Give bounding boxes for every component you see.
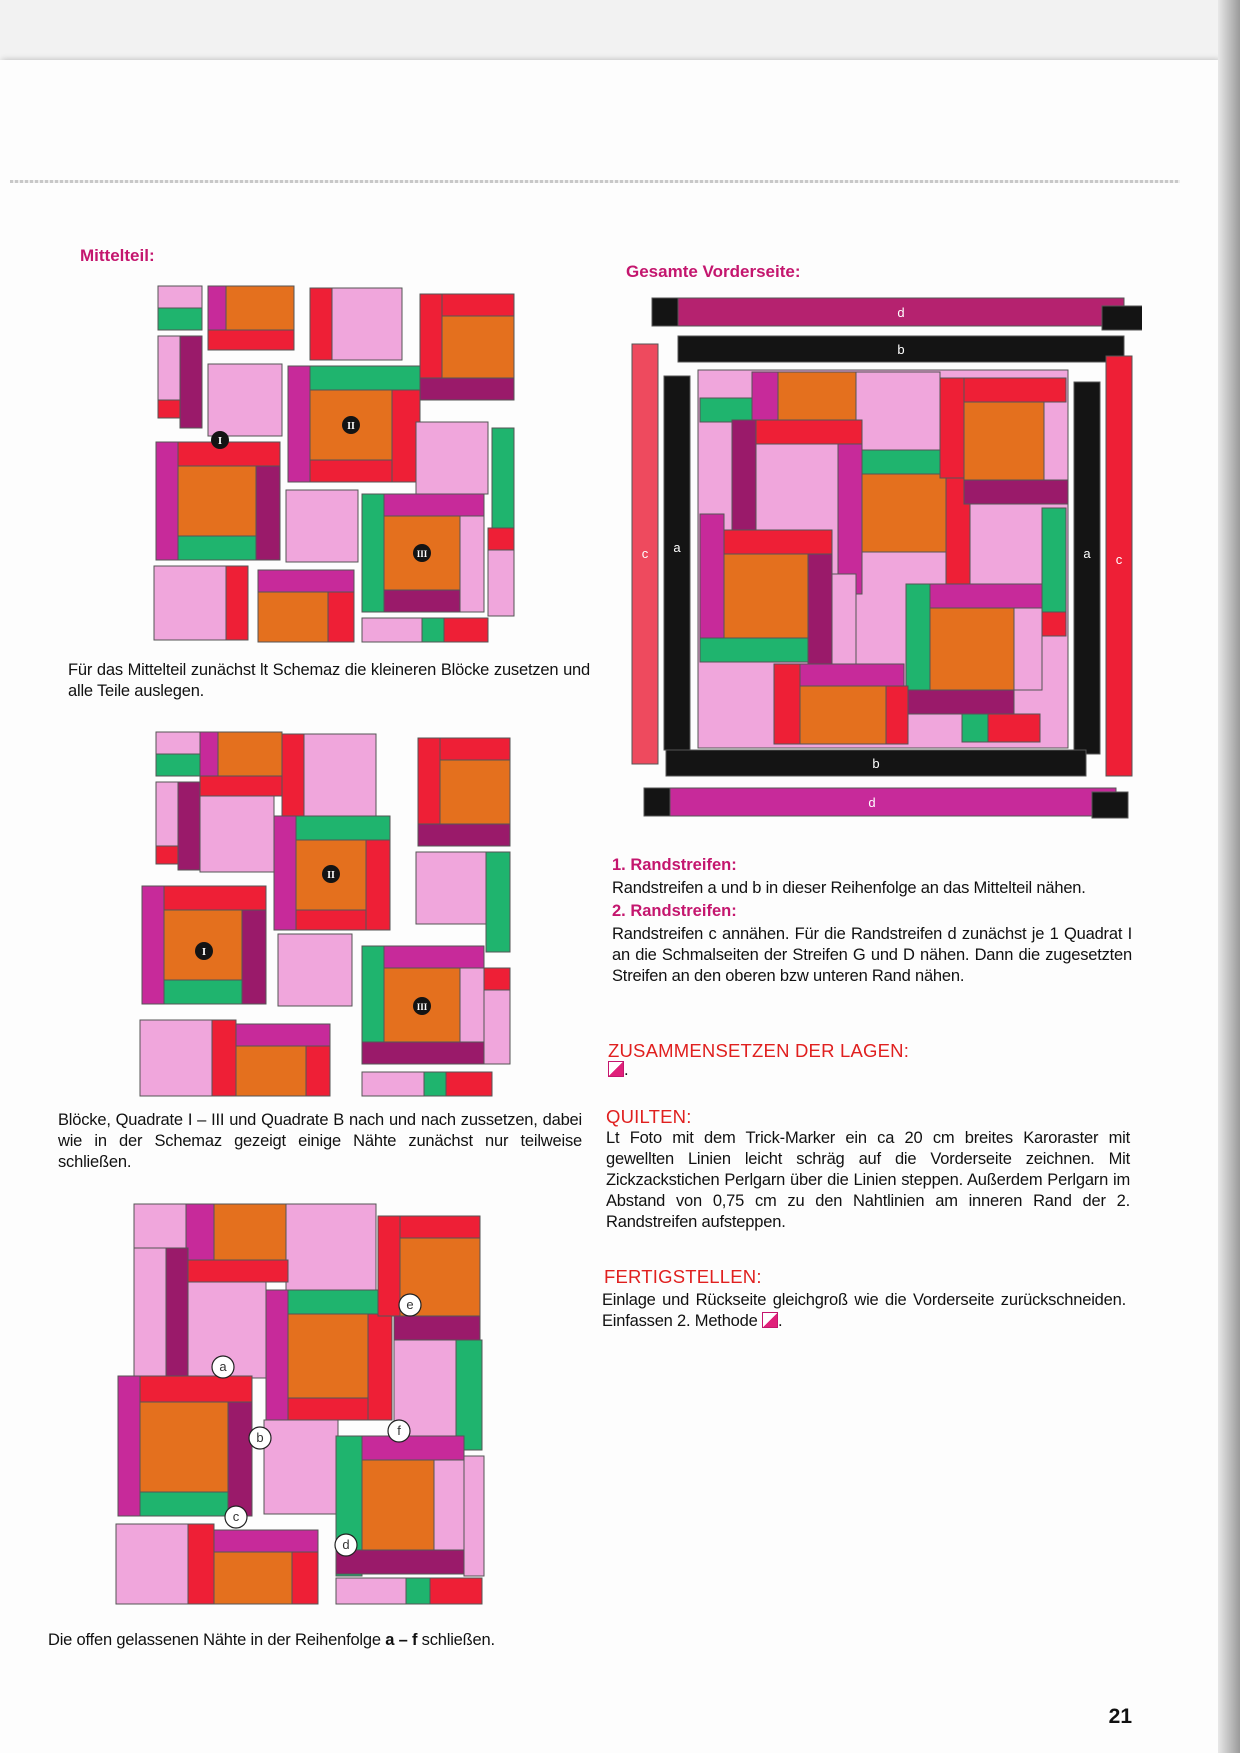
page-number: 21: [1108, 1705, 1132, 1728]
fertigstellen-text-main: Einlage und Rückseite gleichgroß wie die Vorderseite zurückschneiden. Einfassen 2. Methode: [602, 1291, 1126, 1330]
block-label-III: III: [416, 549, 428, 559]
method-ref-icon-2: [762, 1312, 778, 1328]
seam-label-a: a: [219, 1359, 227, 1374]
seam-label-f: f: [397, 1423, 401, 1438]
seam-order-diagram: [114, 1200, 534, 1610]
border-label-c-left: c: [641, 546, 649, 561]
border-label-a-right: a: [1083, 546, 1091, 561]
border-label-b-top: b: [897, 342, 905, 357]
block-label-II-fig2: II: [327, 870, 335, 881]
border-label-b-bottom: b: [872, 756, 880, 771]
border-label-d-bottom: d: [868, 795, 876, 810]
zusammensetzen-title: ZUSAMMENSETZEN DER LAGEN:: [608, 1040, 910, 1061]
blocks-assembly-diagram: [138, 728, 518, 1100]
rand1-text: Randstreifen a und b in dieser Reihenfolge an das Mittelteil nähen.: [612, 879, 1086, 897]
quilten-text: Lt Foto mit dem Trick-Marker ein ca 20 cm breites Karoraster mit gewellten Linien leicht schräg auf die Vorderseite zeichnen. Mit Zickzackstichen Perlgarn über die Linien steppen. Außerdem Perlgarn im Abstand von 0,75 cm zu den Nahtlinien am inneren Rand der 2. Randstreifen aufsteppen.: [606, 1129, 1130, 1231]
seam-label-d: d: [342, 1537, 350, 1552]
rand1-title: 1. Randstreifen:: [612, 856, 737, 874]
block-label-I: I: [217, 435, 223, 447]
caption-3: [48, 1630, 608, 1651]
caption-3-bold: a – f: [385, 1631, 418, 1649]
rand2-title: 2. Randstreifen:: [612, 902, 737, 920]
header-rule: [10, 180, 1180, 183]
block-label-III-fig2: III: [416, 1002, 428, 1012]
fertigstellen-text: [602, 1290, 1126, 1332]
quilten-title: QUILTEN:: [606, 1106, 692, 1127]
fertigstellen-text-end: .: [778, 1312, 783, 1330]
border-label-c-right: c: [1115, 552, 1123, 567]
seam-label-b: b: [256, 1430, 264, 1445]
caption-3-post: schließen.: [417, 1631, 495, 1649]
block-label-II: II: [347, 421, 355, 432]
caption-3-pre: Die offen gelassenen Nähte in der Reihenfolge: [48, 1631, 386, 1649]
block-label-I-fig2: I: [201, 946, 207, 958]
zusammensetzen-ref: .: [608, 1060, 628, 1081]
rand2-text: Randstreifen c annähen. Für die Randstreifen d zunächst je 1 Quadrat I an die Schmalseiten der Streifen G und D nähen. Dann die zugesetzten Streifen an den oberen bzw unteren Rand nähen.: [612, 925, 1132, 985]
border-label-a-left: a: [673, 540, 681, 555]
method-ref-icon: [608, 1061, 624, 1077]
gesamte-title: Gesamte Vorderseite:: [626, 262, 801, 281]
border-label-d-top: d: [897, 305, 905, 320]
full-front-diagram: [622, 294, 1142, 830]
fertigstellen-title: FERTIGSTELLEN:: [604, 1266, 762, 1287]
seam-label-e: e: [406, 1297, 414, 1312]
caption-1: Für das Mittelteil zunächst lt Schemaz die kleineren Blöcke zusetzen und alle Teile auslegen.: [68, 661, 590, 700]
seam-label-c: c: [232, 1509, 240, 1524]
caption-2: Blöcke, Quadrate I – III und Quadrate B nach und nach zussetzen, dabei wie in der Schemaz gezeigt einige Nähte zunächst nur teilweise schließen.: [58, 1111, 582, 1171]
mittelteil-title: Mittelteil:: [80, 246, 155, 265]
book-spine: [1218, 0, 1240, 1753]
mitteltiel-layout-diagram: [148, 282, 520, 648]
